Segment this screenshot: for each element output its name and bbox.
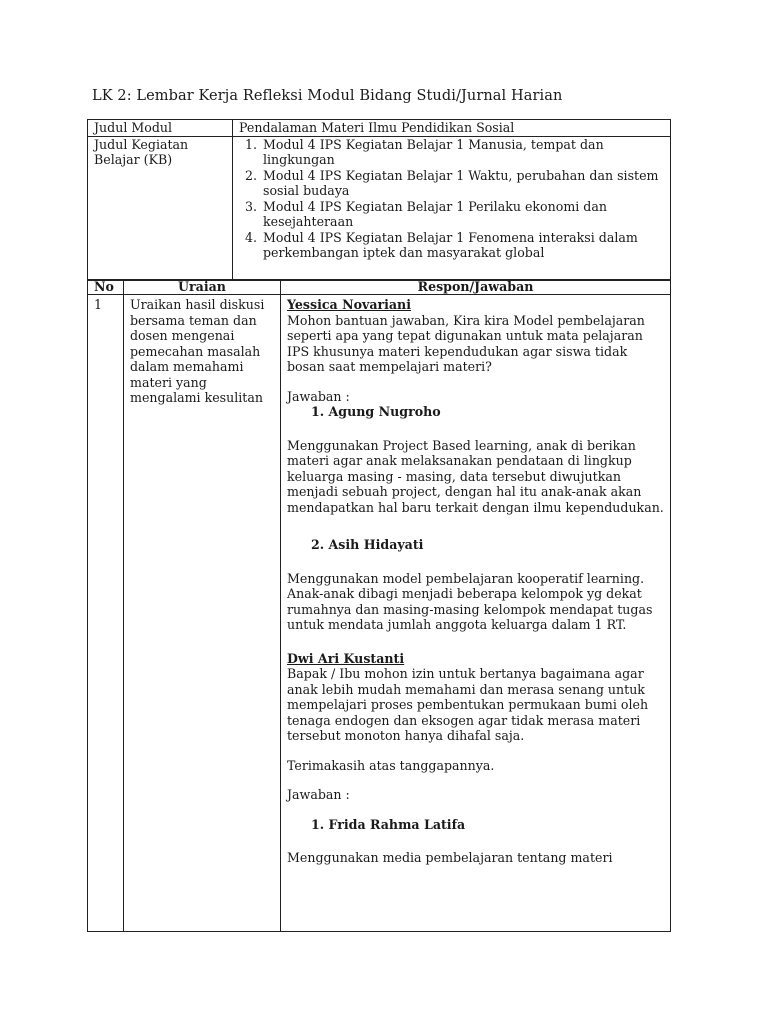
kb-item: 3. Modul 4 IPS Kegiatan Belajar 1 Perilaku ekonomi dan kesejahteraan bbox=[261, 199, 664, 230]
answer-text: Menggunakan Project Based learning, anak di berikan materi agar anak melaksanakan pendataan di lingkup keluarga masing - masing, data tersebut diwujutkan menjadi sebuah project, dengan hal itu anak-anak akan mendapatkan hal baru terkait dengan ilmu kependudukan. bbox=[287, 437, 664, 515]
questioner-name: Yessica Novariani bbox=[287, 297, 411, 312]
module-title-value: Pendalaman Materi Ilmu Pendidikan Sosial bbox=[233, 120, 671, 137]
col-header-respon: Respon/Jawaban bbox=[281, 280, 671, 295]
col-header-uraian: Uraian bbox=[124, 280, 281, 295]
document-title: LK 2: Lembar Kerja Refleksi Modul Bidang Studi/Jurnal Harian bbox=[92, 88, 563, 104]
answer-text: Menggunakan media pembelajaran tentang materi bbox=[287, 850, 613, 865]
table-header-row bbox=[88, 280, 671, 295]
answer-label: Jawaban : bbox=[287, 787, 350, 802]
module-title-label: Judul Modul bbox=[88, 120, 233, 137]
response-cell bbox=[281, 295, 671, 932]
question-text: Mohon bantuan jawaban, Kira kira Model pembelajaran seperti apa yang tepat digunakan untuk mata pelajaran IPS khusunya materi kependudukan agar siswa tidak bosan saat mempelajari materi? bbox=[287, 312, 645, 374]
col-header-no: No bbox=[88, 280, 124, 295]
kb-item: 1. Modul 4 IPS Kegiatan Belajar 1 Manusia, tempat dan lingkungan bbox=[261, 137, 664, 168]
row-number: 1 bbox=[88, 295, 124, 932]
kb-item: 4. Modul 4 IPS Kegiatan Belajar 1 Fenomena interaksi dalam perkembangan iptek dan masyarakat global bbox=[261, 230, 664, 261]
kb-title-label: Judul Kegiatan Belajar (KB) bbox=[88, 136, 233, 280]
question-text: Bapak / Ibu mohon izin untuk bertanya bagaimana agar anak lebih mudah memahami dan merasa senang untuk mempelajari proses pembentukan permukaan bumi oleh tenaga endogen dan eksogen agar tidak merasa materi tersebut monoton hanya dihafal saja. bbox=[287, 666, 649, 743]
table-row bbox=[88, 295, 671, 932]
answerer-name: 1. Frida Rahma Latifa bbox=[311, 816, 466, 832]
answer-label: Jawaban : bbox=[287, 388, 350, 404]
kb-title-row bbox=[88, 136, 671, 280]
kb-list-cell bbox=[233, 136, 671, 280]
answerer-name: 1. Agung Nugroho bbox=[311, 404, 441, 419]
module-title-row bbox=[88, 120, 671, 137]
row-uraian: Uraikan hasil diskusi bersama teman dan dosen mengenai pemecahan masalah dalam memahami materi yang mengalami kesulitan bbox=[124, 295, 281, 932]
kb-item: 2. Modul 4 IPS Kegiatan Belajar 1 Waktu, perubahan dan sistem sosial budaya bbox=[261, 168, 664, 199]
reflection-table bbox=[87, 279, 671, 932]
answerer-name: 2. Asih Hidayati bbox=[311, 537, 424, 552]
answer-text: Menggunakan model pembelajaran kooperatif learning. Anak-anak dibagi menjadi beberapa kelompok yg dekat rumahnya dan masing-masing kelompok mendapat tugas untuk mendata jumlah anggota keluarga dalam 1 RT. bbox=[287, 570, 653, 632]
thanks-text: Terimakasih atas tanggapannya. bbox=[287, 757, 495, 773]
module-info-table bbox=[87, 119, 671, 281]
kb-list bbox=[239, 137, 664, 261]
questioner-name: Dwi Ari Kustanti bbox=[287, 650, 405, 666]
